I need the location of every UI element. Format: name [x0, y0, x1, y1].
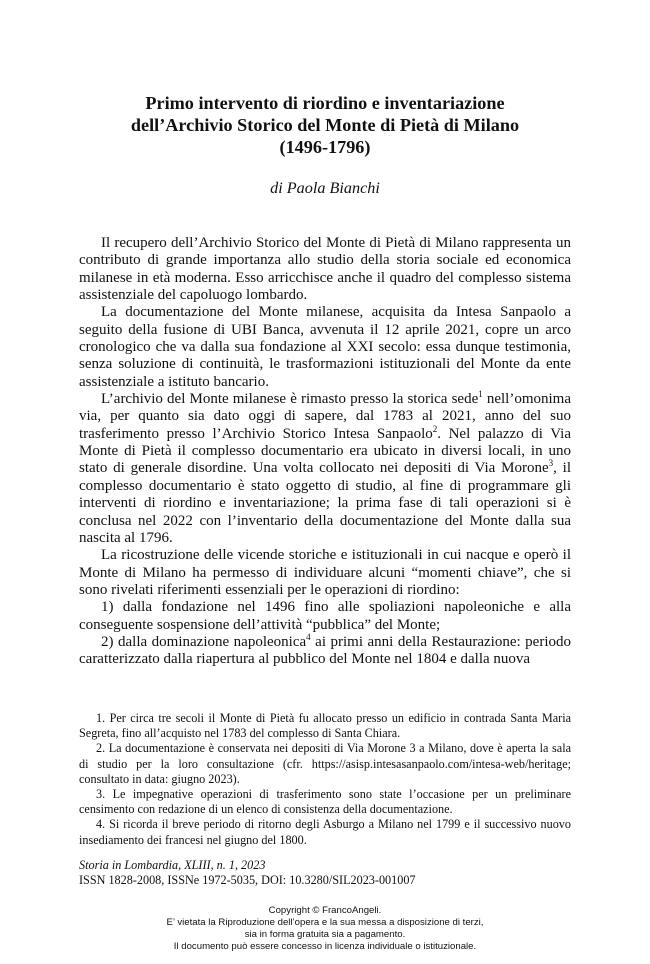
journal-citation: Storia in Lombardia, XLIII, n. 1, 2023	[79, 858, 266, 872]
paragraph: La documentazione del Monte milanese, acquisita da Intesa Sanpaolo a seguito della fusione di UBI Banca, avvenuta il 12 aprile 2021, copre un arco cronologico che va dalla sua fondazione al XXI secolo: essa dunque testimonia, senza soluzione di continuità, le trasformazioni istituzionali del Monte da ente assistenziale a istituto bancario.	[79, 304, 571, 390]
copyright-line: Copyright © FrancoAngeli.	[268, 905, 382, 916]
journal-info	[79, 858, 416, 888]
footnote-ref[interactable]: 1	[478, 389, 483, 400]
paragraph-text: , il complesso documentario è stato oggetto di studio, al fine di programmare gli interventi di riordino e inventariazione; la prima fase di tali operazioni si è conclusa nel 2022 con l’inventario della documentazione del Monte dalla sua nascita al 1796.	[79, 460, 571, 546]
paragraph-text: L’archivio del Monte milanese è rimasto presso la storica sede	[101, 391, 479, 408]
copyright-notice	[0, 905, 650, 953]
list-item	[79, 631, 571, 669]
footnote-ref[interactable]: 3	[548, 458, 554, 469]
copyright-line: Il documento può essere concesso in licenza individuale o istituzionale.	[173, 941, 477, 953]
footnote: 4. Si ricorda il breve periodo di ritorno degli Asburgo a Milano nel 1799 e il successivo nuovo insediamento dei francesi nel giugno del 1800.	[79, 817, 571, 847]
title-line: dell’Archivio Storico del Monte di Pietà di Milano	[130, 115, 520, 135]
paragraph-text: ai primi anni della Restaurazione: periodo caratterizzato dalla riapertura al pubblico del Monte nel 1804 e dalla nuova	[79, 633, 571, 668]
copyright-line: E’ vietata la Riproduzione dell’opera e la sua messa a disposizione di terzi,	[166, 917, 484, 929]
journal-issn-doi: ISSN 1828-2008, ISSNe 1972-5035, DOI: 10.3280/SIL2023-001007	[79, 873, 416, 887]
author-byline: di Paola Bianchi	[270, 179, 380, 197]
footnote-ref[interactable]: 4	[306, 631, 311, 642]
article-title	[0, 92, 650, 158]
article-body	[79, 235, 571, 669]
footnote-ref[interactable]: 2	[432, 423, 438, 434]
footnote: 3. Le impegnative operazioni di trasferimento sono state l’occasione per un preliminare censimento con redazione di un elenco di consistenza della documentazione.	[79, 787, 571, 817]
paragraph-text: 2) dalla dominazione napoleonica	[101, 633, 307, 650]
paragraph-text: . Nel palazzo di Via Monte di Pietà il complesso documentario era ubicato in diversi locali, in uno stato di generale disordine. Una volta collocato nei depositi di Via Morone	[79, 425, 572, 477]
copyright-line: sia in forma gratuita sia a pagamento.	[244, 929, 406, 941]
footnote: 2. La documentazione è conservata nei depositi di Via Morone 3 a Milano, dove è aperta la sala di studio per la loro consultazione (cfr. https://asisp.intesasanpaolo.com/intesa-web/heritage; consultato in data: giugno 2023).	[79, 741, 571, 786]
title-line: (1496-1796)	[279, 137, 371, 157]
paragraph	[79, 391, 571, 547]
footnotes	[79, 711, 571, 848]
footnote: 1. Per circa tre secoli il Monte di Pietà fu allocato presso un edificio in contrada Santa Maria Segreta, fino all’acquisto nel 1783 del complesso di Santa Chiara.	[79, 711, 571, 741]
paragraph: Il recupero dell’Archivio Storico del Monte di Pietà di Milano rappresenta un contributo di grande importanza allo studio della storia sociale ed economica milanese in età moderna. Esso arricchisce anche il quadro del complesso sistema assistenziale del capoluogo lombardo.	[79, 235, 571, 304]
list-item: 1) dalla fondazione nel 1496 fino alle spoliazioni napoleoniche e alla conseguente sospensione dell’attività “pubblica” del Monte;	[79, 599, 571, 633]
paragraph: La ricostruzione delle vicende storiche e istituzionali in cui nacque e operò il Monte di Milano ha permesso di individuare alcuni “momenti chiave”, che si sono rivelati riferimenti essenziali per le operazioni di riordino:	[79, 547, 571, 598]
paragraph-text: nell’omonima via, per quanto sia dato oggi di sapere, dal 1783 al 2021, anno del suo trasferimento presso l’Archivio Storico Intesa Sanpaolo	[79, 391, 571, 442]
title-line: Primo intervento di riordino e inventariazione	[145, 93, 505, 113]
